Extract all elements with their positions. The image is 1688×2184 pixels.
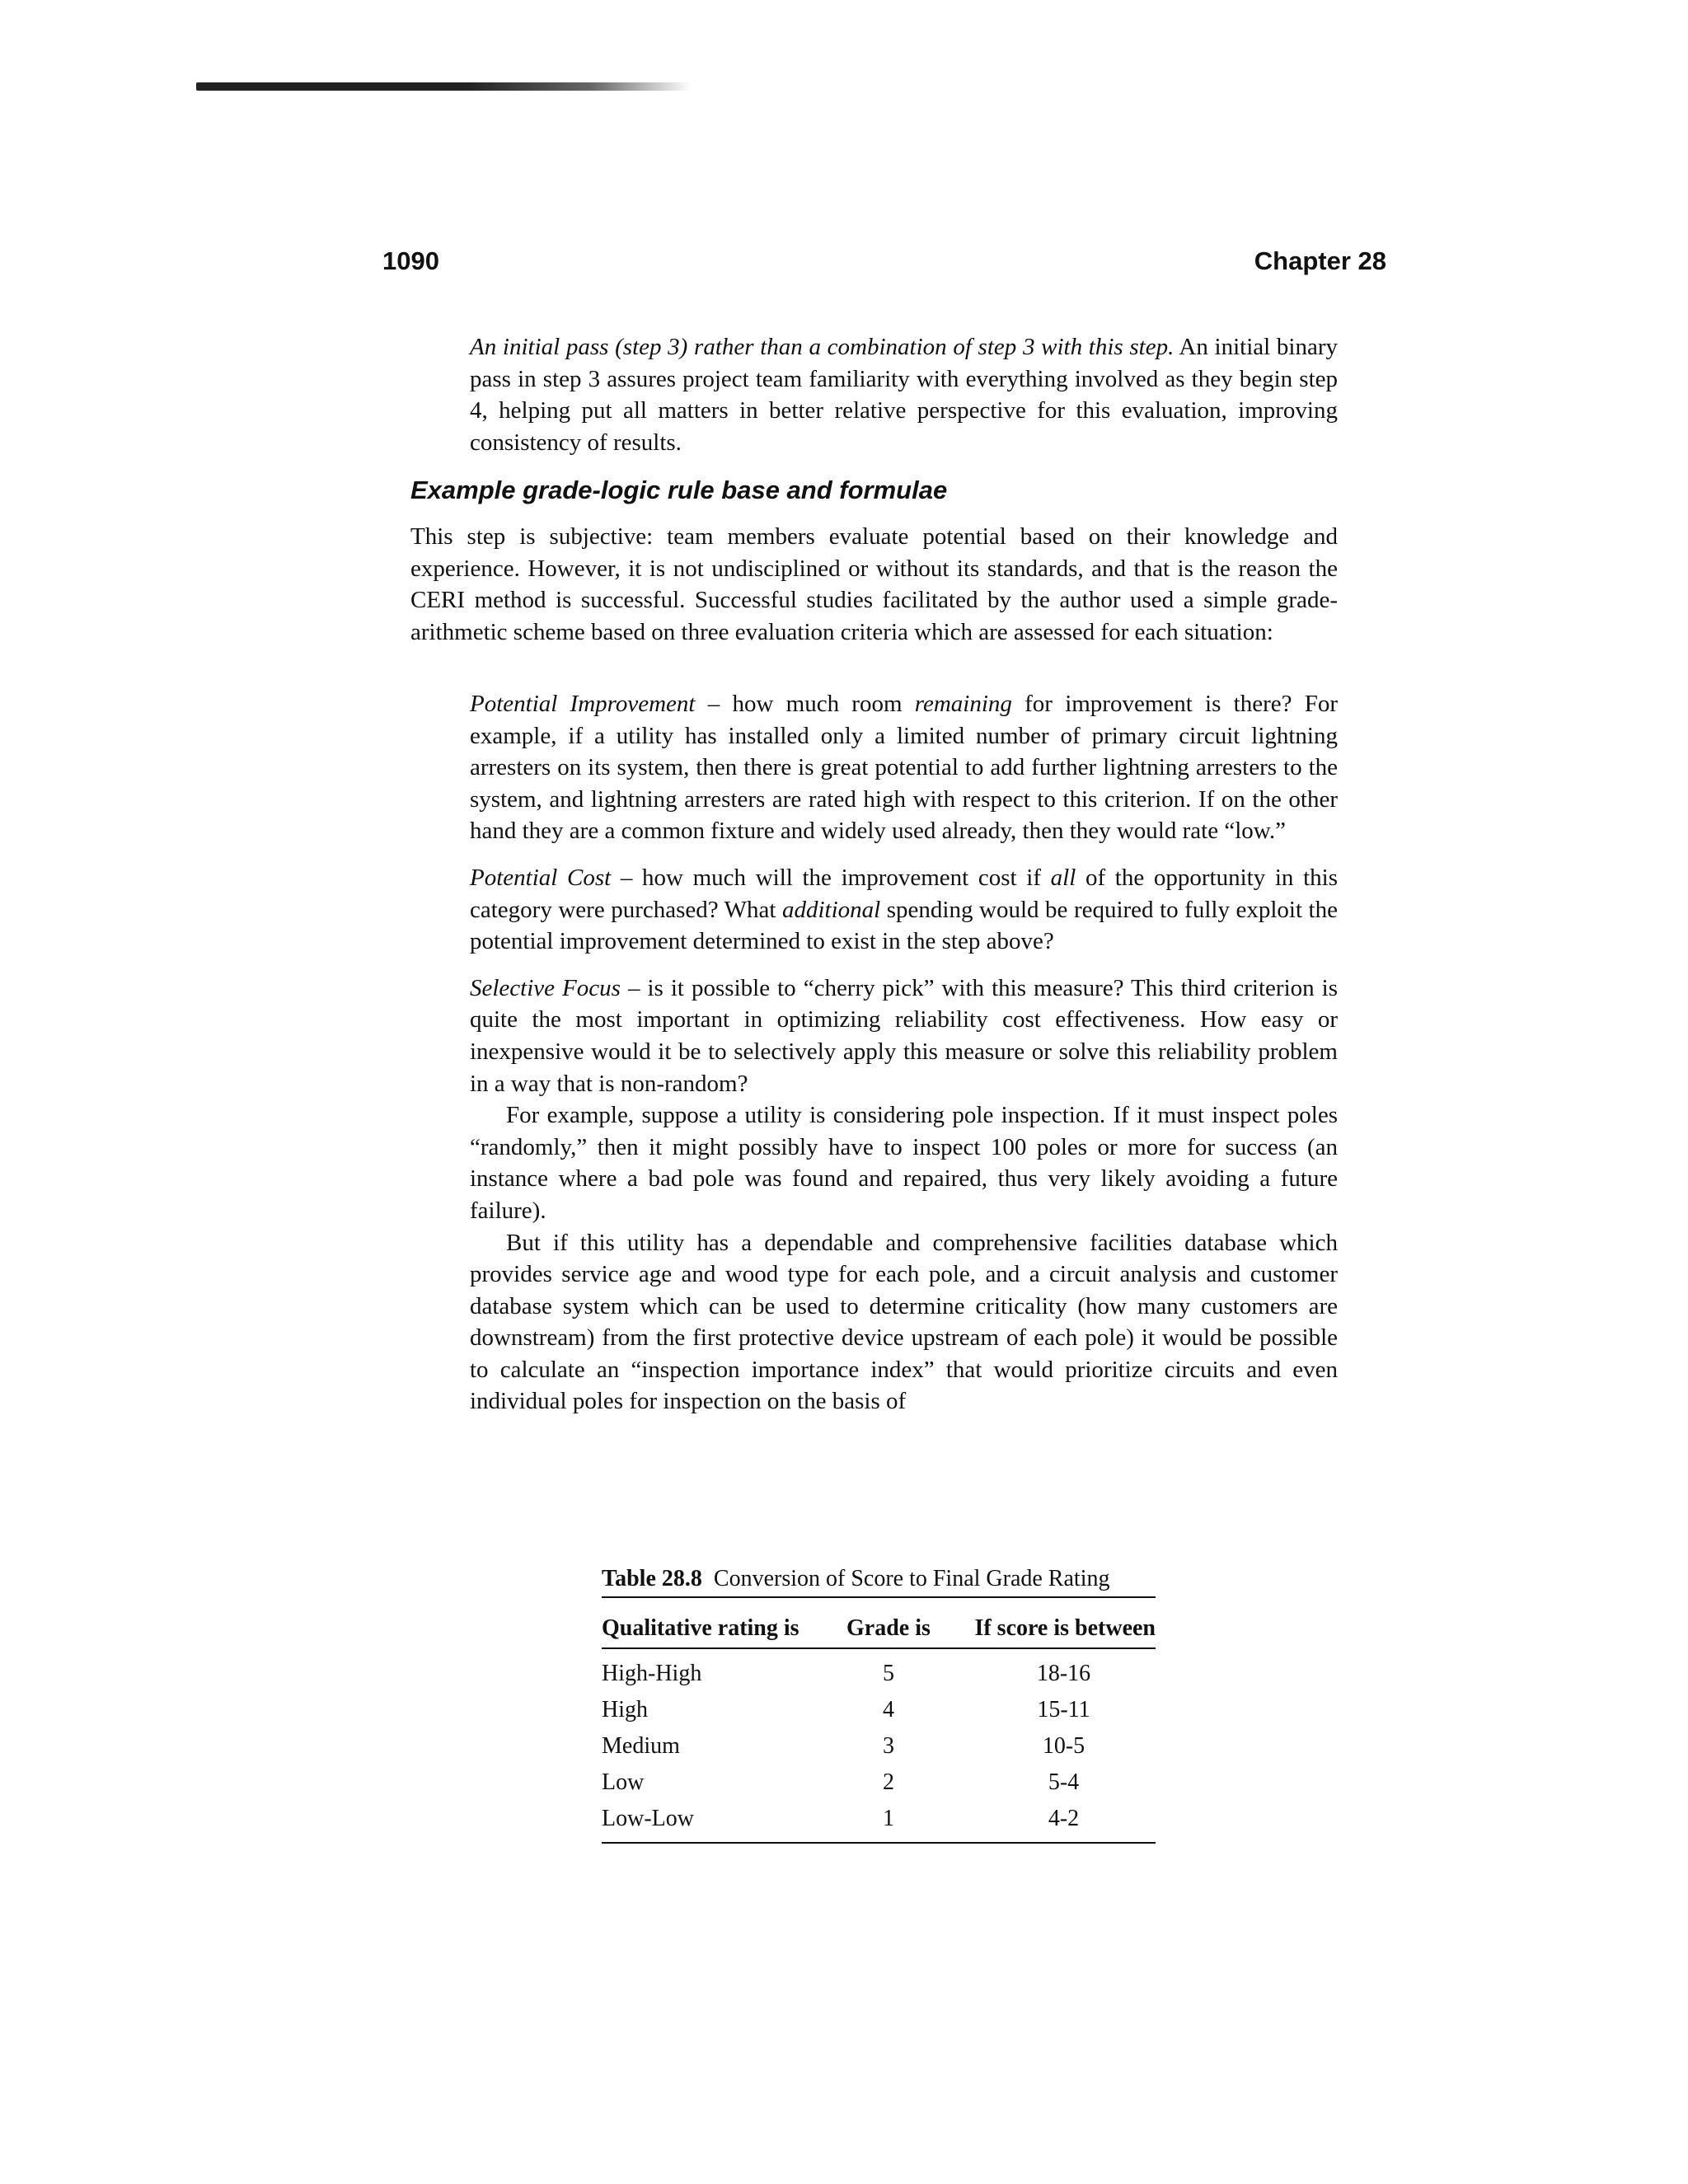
column-header: Qualitative rating is: [602, 1613, 838, 1648]
criterion-term: Potential Improvement: [470, 691, 696, 717]
grade-table: [602, 1613, 1156, 1844]
example-paragraph: For example, suppose a utility is considering pole inspection. If it must inspect poles “randomly,” then it might possibly have to inspect 100 poles or more for success (an instance where a bad pole was found and repaired, thus very likely avoiding a future failure).: [470, 1102, 1338, 1224]
criteria-list: [470, 688, 1338, 1418]
criterion-text: of the opportunity in this category were purchased? What: [470, 864, 1338, 923]
table-caption-label: Table 28.8: [602, 1566, 702, 1591]
table-row: [602, 1692, 1156, 1728]
criterion-term: Potential Cost: [470, 864, 612, 891]
database-paragraph: But if this utility has a dependable and comprehensive facilities database which provides service age and wood type for each pole, and a circuit analysis and customer database system which can be used to determine criticality (how many customers are downstream) from the first protective device upstream of each pole) it would be possible to calculate an “inspection importance index” that would prioritize circuits and even individual poles for inspection on the basis of: [470, 1229, 1338, 1415]
table-cell: 2: [882, 1769, 894, 1795]
table-cell: Low: [602, 1769, 645, 1795]
table-cell: 5-4: [1048, 1769, 1080, 1795]
intro-italic-lead: An initial pass (step 3) rather than a combination of step 3 with this step.: [470, 334, 1175, 360]
body-paragraph: [410, 521, 1338, 648]
criterion-text: – is it possible to “cherry pick” with this measure? This third criterion is quite the most important in optimizing reliability cost effectiveness. How easy or inexpensive would it be to selectively apply this measure or solve this reliability problem in a way that is non-random?: [470, 974, 1338, 1097]
intro-paragraph: [470, 331, 1338, 458]
table-cell: High-High: [602, 1661, 702, 1686]
table-cell: High: [602, 1697, 648, 1722]
table-row: [602, 1765, 1156, 1801]
criterion-emphasis: remaining: [914, 691, 1012, 717]
criterion-term: Selective Focus: [470, 974, 621, 1001]
criterion-text: – how much room: [695, 691, 915, 717]
criterion-potential-cost: [470, 862, 1338, 958]
table-cell: 4: [882, 1697, 894, 1722]
table-caption: [602, 1563, 1156, 1598]
body-text: This step is subjective: team members evaluate potential based on their knowledge and experience. However, it is not undisciplined or without its standards, and that is the reason the CERI method is successful. Successful studies facilitated by the author used a simple grade-arithmetic scheme based on three evaluation criteria which are assessed for each situation:: [410, 523, 1338, 645]
criterion-selective-focus: [470, 972, 1338, 1099]
section-heading: Example grade-logic rule base and formulae: [410, 476, 948, 504]
scan-artifact-rule: [196, 82, 691, 91]
table-cell: 5: [882, 1661, 894, 1686]
table-cell: 15-11: [1037, 1697, 1090, 1722]
chapter-label: Chapter 28: [1254, 246, 1386, 275]
criterion-emphasis: all: [1050, 864, 1076, 891]
grade-conversion-table: [602, 1563, 1156, 1844]
criterion-emphasis: additional: [782, 896, 881, 923]
table-row: [602, 1728, 1156, 1765]
criterion-potential-improvement: [470, 688, 1338, 847]
table-cell: 1: [838, 1801, 939, 1843]
table-cell: Low-Low: [602, 1801, 838, 1843]
table-cell: 10-5: [1042, 1733, 1085, 1759]
column-header: If score is between: [939, 1613, 1156, 1648]
intro-text: An initial binary pass in step 3 assures project team familiarity with everything involved as they begin step 4, helping put all matters in better relative perspective for this evaluation, improving consistency of results.: [470, 334, 1338, 456]
table-cell: 4-2: [939, 1801, 1156, 1843]
table-cell: Medium: [602, 1733, 680, 1759]
table-cell: 3: [882, 1733, 894, 1759]
table-row: [602, 1648, 1156, 1692]
criterion-text: – how much will the improvement cost if: [611, 864, 1051, 891]
table-caption-title: Conversion of Score to Final Grade Rating: [713, 1566, 1110, 1591]
table-cell: 18-16: [1036, 1661, 1091, 1686]
table-row: [602, 1801, 1156, 1843]
page-number: 1090: [382, 246, 439, 275]
criterion-text: spending would be required to fully exploit the potential improvement determined to exist in the step above?: [470, 896, 1338, 955]
criterion-text: for improvement is there? For example, if a utility has installed only a limited number of primary circuit lightning arresters on its system, then there is great potential to add further lightning arresters to the system, and lightning arresters are rated high with respect to this criterion. If on the other hand they are a common fixture and widely used already, then they would rate “low.”: [470, 691, 1338, 845]
column-header: Grade is: [838, 1613, 939, 1648]
table-header-row: [602, 1613, 1156, 1648]
